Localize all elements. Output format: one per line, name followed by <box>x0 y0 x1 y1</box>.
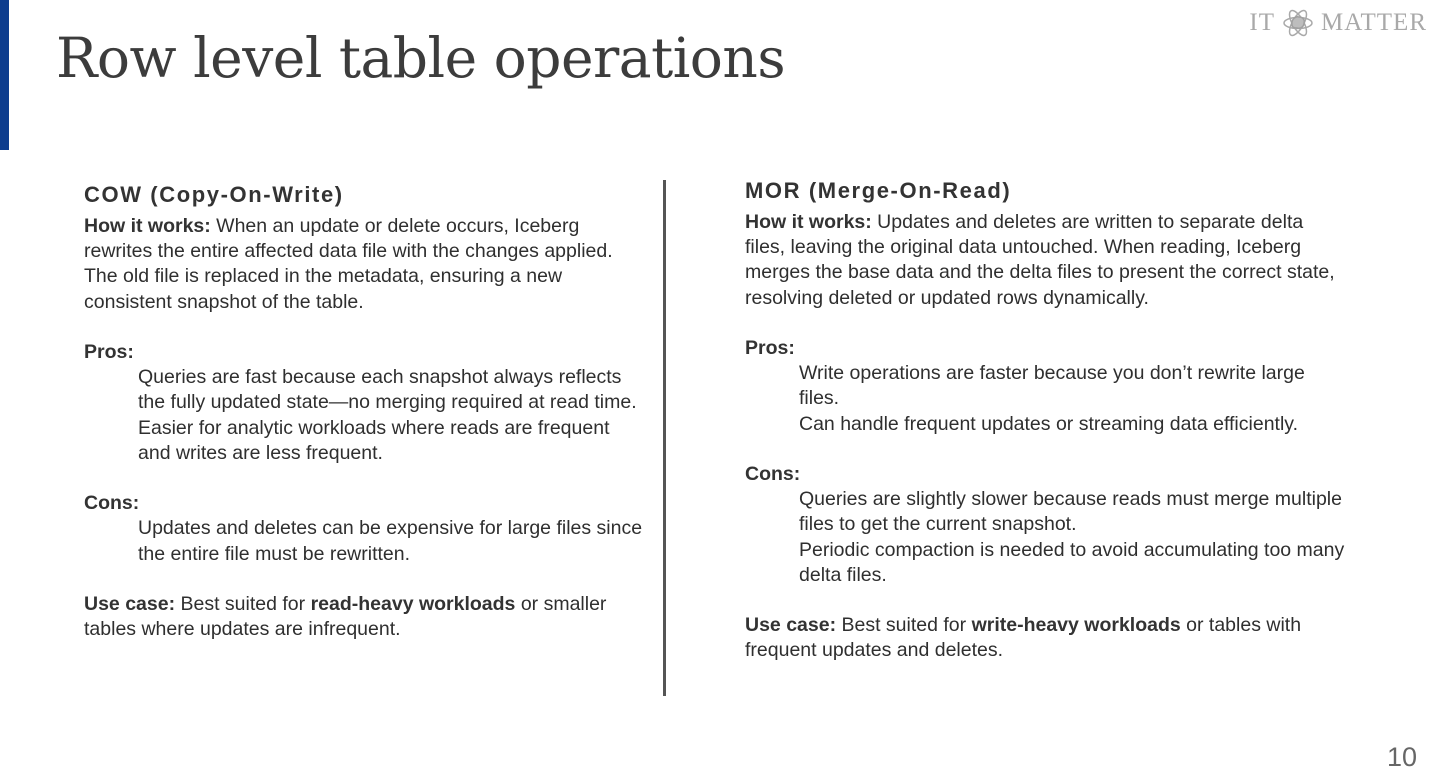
cow-pro-item: Easier for analytic workloads where reads are frequent and writes are less frequent. <box>138 416 610 464</box>
atom-brain-icon <box>1282 6 1314 40</box>
page-number: 10 <box>1386 742 1417 772</box>
column-divider <box>663 180 666 696</box>
cow-pro-item: Queries are fast because each snapshot always reflects the fully updated state—no merging required at read time. <box>138 366 637 414</box>
accent-bar <box>0 0 9 150</box>
mor-how-text: Updates and deletes are written to separate delta files, leaving the original data untouched. When reading, Iceberg merges the base data and the delta files to present the correct state, resolving deleted or updated rows dynamically. <box>745 211 1335 309</box>
cow-use-case <box>84 592 644 642</box>
mor-con-item: Periodic compaction is needed to avoid accumulating too many delta files. <box>799 538 1345 586</box>
cow-heading: COW (Copy-On-Write) <box>84 182 344 207</box>
mor-cons-label: Cons: <box>745 463 801 485</box>
cow-how-it-works <box>84 214 644 315</box>
mor-con-item: Queries are slightly slower because reads must merge multiple files to get the current snapshot. <box>799 488 1342 536</box>
cow-use-bold: read-heavy workloads <box>310 593 516 615</box>
logo-text-matter: MATTER <box>1321 9 1427 36</box>
mor-pro-item: Write operations are faster because you don’t rewrite large files. <box>799 362 1305 410</box>
mor-use-label: Use case: <box>745 614 837 637</box>
cow-how-label: How it works: <box>84 215 211 237</box>
page-title: Row level table operations <box>56 26 786 90</box>
cow-use-label: Use case: <box>84 593 176 615</box>
mor-pro-item: Can handle frequent updates or streaming data efficiently. <box>799 412 1299 435</box>
cow-use-pre: Best suited for <box>175 593 311 615</box>
mor-how-label: How it works: <box>745 211 872 233</box>
mor-column <box>745 176 1345 664</box>
mor-use-post: or tables with frequent updates and deletes. <box>745 614 1302 662</box>
cow-con-item: Updates and deletes can be expensive for large files since the entire file must be rewritten. <box>138 517 643 565</box>
cow-pros-label: Pros: <box>84 341 134 363</box>
cow-column <box>84 180 644 642</box>
logo <box>1249 6 1427 40</box>
cow-how-text: When an update or delete occurs, Iceberg rewrites the entire affected data file with the changes applied. The old file is replaced in the metadata, ensuring a new consistent snapshot of the table. <box>84 215 613 313</box>
mor-use-pre: Best suited for <box>836 614 972 637</box>
cow-use-post: or smaller tables where updates are infrequent. <box>84 593 607 641</box>
mor-heading: MOR (Merge-On-Read) <box>745 178 1012 203</box>
mor-how-it-works <box>745 210 1345 311</box>
mor-use-case <box>745 613 1345 663</box>
cow-cons-label: Cons: <box>84 492 140 515</box>
mor-pros-label: Pros: <box>745 337 795 359</box>
mor-use-bold: write-heavy workloads <box>971 614 1181 637</box>
logo-text-it: IT <box>1249 9 1275 36</box>
